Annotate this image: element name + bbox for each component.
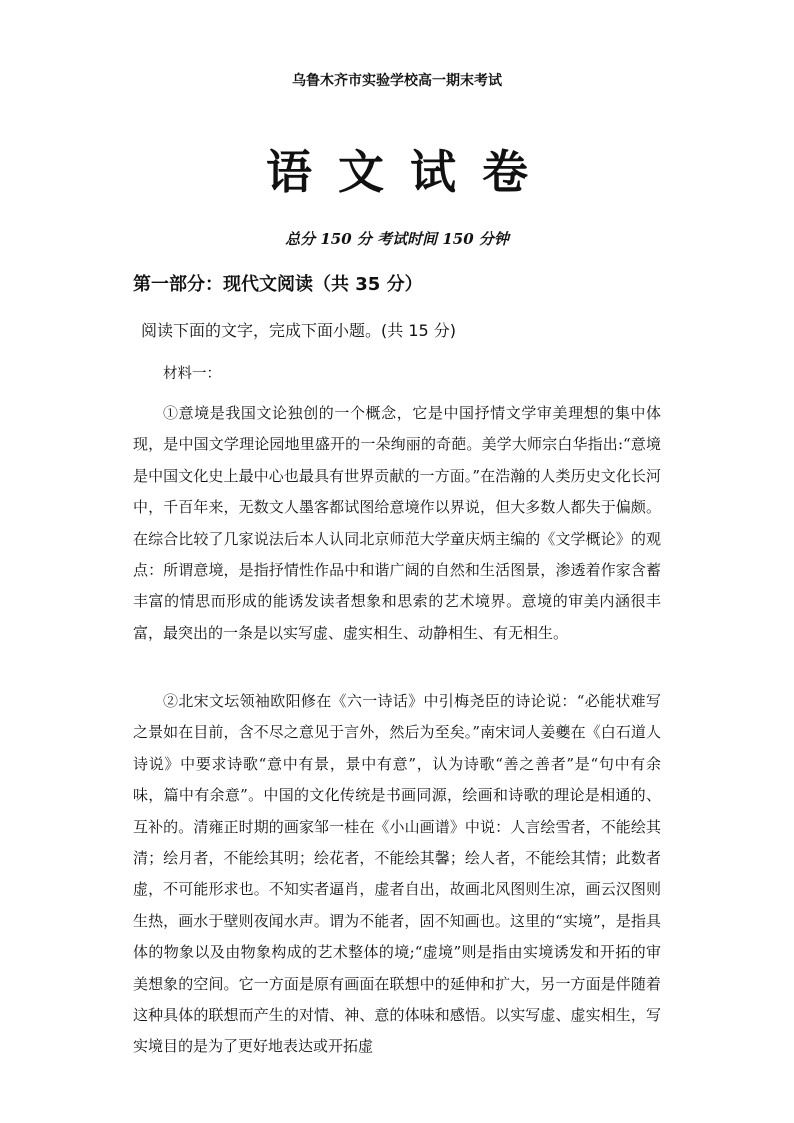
instruction-text: 阅读下面的文字，完成下面小题。(共 15 分) bbox=[141, 321, 457, 340]
material-label: 材料一： bbox=[163, 366, 221, 382]
school-exam-heading: 乌鲁木齐市实验学校高一期末考试 bbox=[292, 73, 502, 89]
part-title: 第一部分：现代文阅读（共 35 分） bbox=[133, 274, 423, 295]
score-time-line: 总分 150 分 考试时间 150 分钟 bbox=[285, 230, 509, 248]
paragraph-2: ②北宋文坛领袖欧阳修在《六一诗话》中引梅尧臣的诗论说：“必能状难写之景如在目前，含不尽之意见于言外，然后为至矣。”南宋词人姜夔在《白石道人诗说》中要求诗歌“意中有景，景中有意”，认为诗歌“善之善者”是“句中有余味，篇中有余意”。中国的文化传统是书画同源，绘画和诗歌的理论是相通的、互补的。清雍正时期的画家邹一桂在《小山画谱》中说：人言绘雪者，不能绘其清；绘月者，不能绘其明；绘花者，不能绘其馨；绘人者，不能绘其情；此数者虚，不可能形求也。不知实者逼肖，虚者自出，故画北风图则生凉，画云汉图则生热，画水于壁则夜闻水声。谓为不能者，固不知画也。这里的“实境”，是指具体的物象以及由物象构成的艺术整体的境;“虚境”则是指由实境诱发和开拓的审美想象的空间。它一方面是原有画面在联想中的延伸和扩大，另一方面是伴随着这种具体的联想而产生的对情、神、意的体味和感悟。以实写虚、虚实相生，写实境目的是为了更好地表达或开拓虚 bbox=[133, 692, 661, 1056]
page-title: 语文试卷 bbox=[266, 145, 554, 199]
paragraph-1: ①意境是我国文论独创的一个概念，它是中国抒情文学审美理想的集中体现，是中国文学理论园地里盛开的一朵绚丽的奇葩。美学大师宗白华指出:“意境是中国文化史上最中心也最具有世界贡献的一方面。”在浩瀚的人类历史文化长河中，千百年来，无数文人墨客都试图给意境作以界说，但大多数人都失于偏颇。在综合比较了几家说法后本人认同北京师范大学童庆炳主编的《文学概论》的观点：所谓意境，是指抒情性作品中和谐广阔的自然和生活图景，渗透着作家含蓄丰富的情思而形成的能诱发读者想象和思索的艺术境界。意境的审美内涵很丰富，最突出的一条是以实写虚、虚实相生、动静相生、有无相生。 bbox=[133, 404, 661, 642]
